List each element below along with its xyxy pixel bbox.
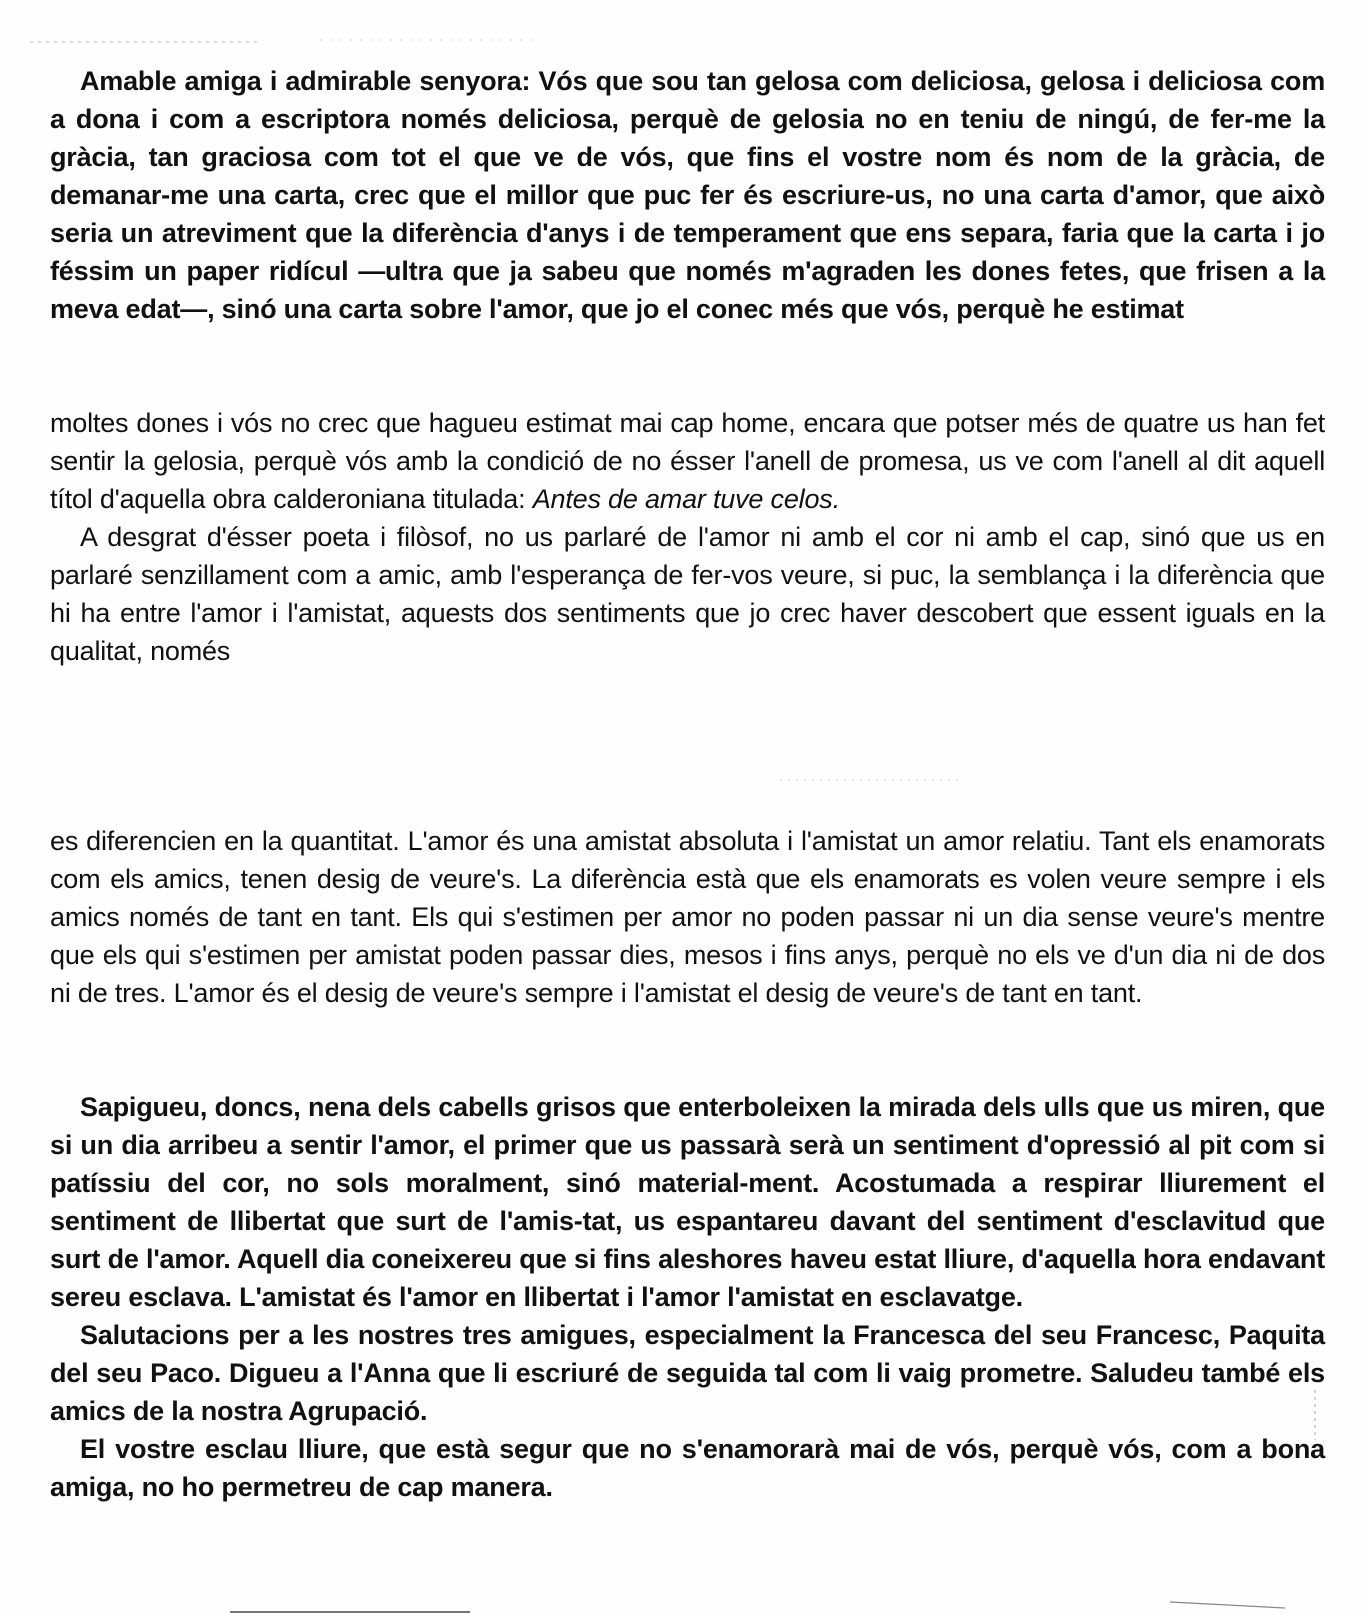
- letter-paragraph-1-text: moltes dones i vós no crec que hagueu estimat mai cap home, encara que potser més de quatre us han fet sentir la gelosia, perquè vós amb la condició de no ésser l'anell de promesa, us ve com l'anell al dit aquell títol d'aquella obra calderoniana titulada:: [50, 408, 1325, 514]
- letter-block-2: [50, 404, 1325, 670]
- letter-paragraph-2: A desgrat d'ésser poeta i filòsof, no us parlaré de l'amor ni amb el cor ni amb el cap, sinó que us en parlaré senzillament com a amic, amb l'esperança de fer-vos veure, si puc, la semblança i la diferència que hi ha entre l'amor i l'amistat, aquests dos sentiments que jo crec haver descobert que essent iguals en la qualitat, només: [50, 522, 1325, 666]
- letter-paragraph-3: Sapigueu, doncs, nena dels cabells grisos que enterboleixen la mirada dels ulls que us miren, que si un dia arribeu a sentir l'amor, el primer que us passarà serà un sentiment d'opressió al pit com si patíssiu del cor, no sols moralment, sinó material-ment. Acostumada a respirar lliurement el sentiment de llibertat que surt de l'amis-tat, us espantareu davant del sentiment d'esclavitud que surt de l'amor. Aquell dia coneixereu que si fins aleshores haveu estat lliure, d'aquella hora endavant sereu esclava. L'amistat és l'amor en llibertat i l'amor l'amistat en esclavatge.: [50, 1092, 1325, 1312]
- letter-block-3: [50, 822, 1325, 1012]
- letter-paragraph-2-continued: es diferencien en la quantitat. L'amor és una amistat absoluta i l'amistat un amor relatiu. Tant els enamorats com els amics, tenen desig de veure's. La diferència està que els enamorats es volen veure sempre i els amics només de tant en tant. Els qui s'estimen per amor no poden passar ni un dia sense veure's mentre que els qui s'estimen per amistat poden passar dies, mesos i fins anys, perquè no els ve d'un dia ni de dos ni de tres. L'amor és el desig de veure's sempre i l'amistat el desig de veure's de tant en tant.: [50, 826, 1325, 1008]
- letter-paragraph-5: El vostre esclau lliure, que està segur que no s'enamorarà mai de vós, perquè vós, com a bona amiga, no ho permetreu de cap manera.: [50, 1434, 1325, 1502]
- letter-paragraph-1: Amable amiga i admirable senyora: Vós que sou tan gelosa com deliciosa, gelosa i deliciosa com a dona i com a escriptora només deliciosa, perquè de gelosia no en teniu de ningú, de fer-me la gràcia, tan graciosa com tot el que ve de vós, que fins el vostre nom és nom de la gràcia, de demanar-me una carta, crec que el millor que puc fer és escriure-us, no una carta d'amor, que això seria un atreviment que la diferència d'anys i de temperament que ens separa, faria que la carta i jo féssim un paper ridícul —ultra que ja sabeu que només m'agraden les dones fetes, que frisen a la meva edat—, sinó una carta sobre l'amor, que jo el conec més que vós, perquè he estimat: [50, 66, 1325, 324]
- letter-paragraph-1-continued: [50, 404, 1325, 518]
- calderon-title: Antes de amar tuve celos.: [532, 484, 840, 514]
- letter-block-4: [50, 1088, 1325, 1506]
- letter-paragraph-4: Salutacions per a les nostres tres amigues, especialment la Francesca del seu Francesc, Paquita del seu Paco. Digueu a l'Anna que li escriuré de seguida tal com li vaig prometre. Saludeu també els amics de la nostra Agrupació.: [50, 1320, 1325, 1426]
- letter-block-1: [50, 62, 1325, 328]
